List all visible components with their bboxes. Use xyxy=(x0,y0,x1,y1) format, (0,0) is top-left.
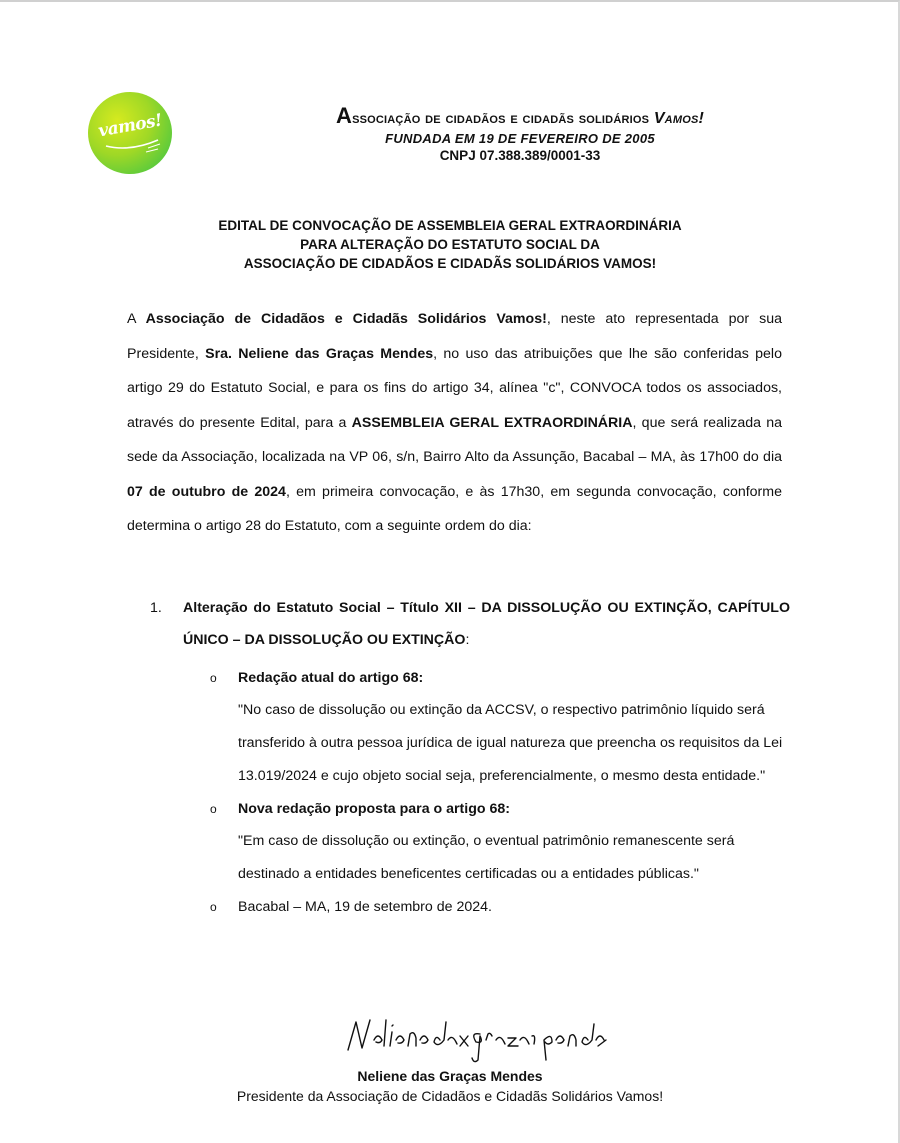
signer-name: Neliene das Graças Mendes xyxy=(357,1068,543,1084)
edital-title xyxy=(100,216,800,273)
agenda-item-title: Alteração do Estatuto Social – Título XII – DA DISSOLUÇÃO OU EXTINÇÃO, CAPÍTULO ÚNICO – DA DISSOLUÇÃO OU EXTINÇÃO xyxy=(183,600,790,648)
org-cnpj: CNPJ 07.388.389/0001-33 xyxy=(439,148,601,163)
agenda-item-tail: : xyxy=(465,632,470,648)
bullet-icon: o xyxy=(210,802,217,816)
body-text-3: , no uso das atribuições que lhe são conferidas pelo artigo 29 do Estatuto Social, e para os fins do artigo 34, alínea "c", CONVOCA todos os associados, através do presente Edital, para a xyxy=(127,345,782,431)
logo-underline-icon xyxy=(88,92,172,174)
bullet-icon: o xyxy=(210,671,217,685)
body-date: 07 de outubro de 2024 xyxy=(127,483,286,500)
vamos-logo xyxy=(88,92,172,174)
org-name-vamos: Vamos! xyxy=(653,110,705,127)
body-text-4: , que será realizada na sede da Associação, localizada na VP 06, s/n, Bairro Alto da Assunção, Bacabal – MA, às 17h00 do dia xyxy=(127,414,783,465)
org-founded: FUNDADA EM 19 DE FEVEREIRO DE 2005 xyxy=(385,131,655,146)
sub-item-label: Redação atual do artigo 68: xyxy=(238,670,424,686)
body-org-name: Associação de Cidadãos e Cidadãs Solidários Vamos! xyxy=(145,311,547,327)
body-text-5: , em primeira convocação, e às 17h30, em segunda convocação, conforme determina o artigo 28 do Estatuto, com a seguinte ordem do dia: xyxy=(127,483,782,534)
agenda-list xyxy=(150,592,790,923)
logo-word: vamos! xyxy=(96,110,164,142)
agenda-item-number: 1. xyxy=(150,600,162,616)
signer-title: Presidente da Associação de Cidadãos e Cidadãs Solidários Vamos! xyxy=(236,1088,664,1104)
body-president: Sra. Neliene das Graças Mendes xyxy=(205,345,434,362)
proposed-wording-quote: "Em caso de dissolução ou extinção, o eventual patrimônio remanescente será destinado a entidades beneficentes certificadas ou a entidades públicas." xyxy=(238,833,735,882)
agenda-item-1 xyxy=(150,592,790,656)
convocation-paragraph xyxy=(127,302,782,544)
org-name xyxy=(180,103,860,129)
bullet-icon: o xyxy=(210,900,217,914)
sub-item-label: Nova redação proposta para o artigo 68: xyxy=(238,801,511,817)
body-assembly: ASSEMBLEIA GERAL EXTRAORDINÁRIA xyxy=(351,414,633,431)
body-text-1: A xyxy=(127,311,146,327)
handwritten-signature xyxy=(330,1010,610,1068)
title-line-2: PARA ALTERAÇÃO DO ESTATUTO SOCIAL DA xyxy=(300,237,600,252)
current-wording-quote: "No caso de dissolução ou extinção da ACCSV, o respectivo patrimônio líquido será transferido à outra pessoa jurídica de igual natureza que preencha os requisitos da Lei 13.019/2024 e cujo objeto social seja, preferencialmente, o mesmo desta entidade." xyxy=(238,702,783,784)
place-date: Bacabal – MA, 19 de setembro de 2024. xyxy=(238,899,492,915)
org-name-rest: ssociação de cidadãos e cidadãs solidários xyxy=(352,110,650,127)
title-line-3: ASSOCIAÇÃO DE CIDADÃOS E CIDADÃS SOLIDÁRIOS VAMOS! xyxy=(243,256,657,271)
title-line-1: EDITAL DE CONVOCAÇÃO DE ASSEMBLEIA GERAL EXTRAORDINÁRIA xyxy=(218,218,682,233)
org-name-initial: A xyxy=(335,103,353,128)
sub-item-current-wording xyxy=(150,662,790,694)
body-text-2: , neste ato representada por sua Presidente, xyxy=(127,311,782,362)
sub-item-proposed-wording xyxy=(150,793,790,825)
sub-item-place-date xyxy=(150,891,790,923)
